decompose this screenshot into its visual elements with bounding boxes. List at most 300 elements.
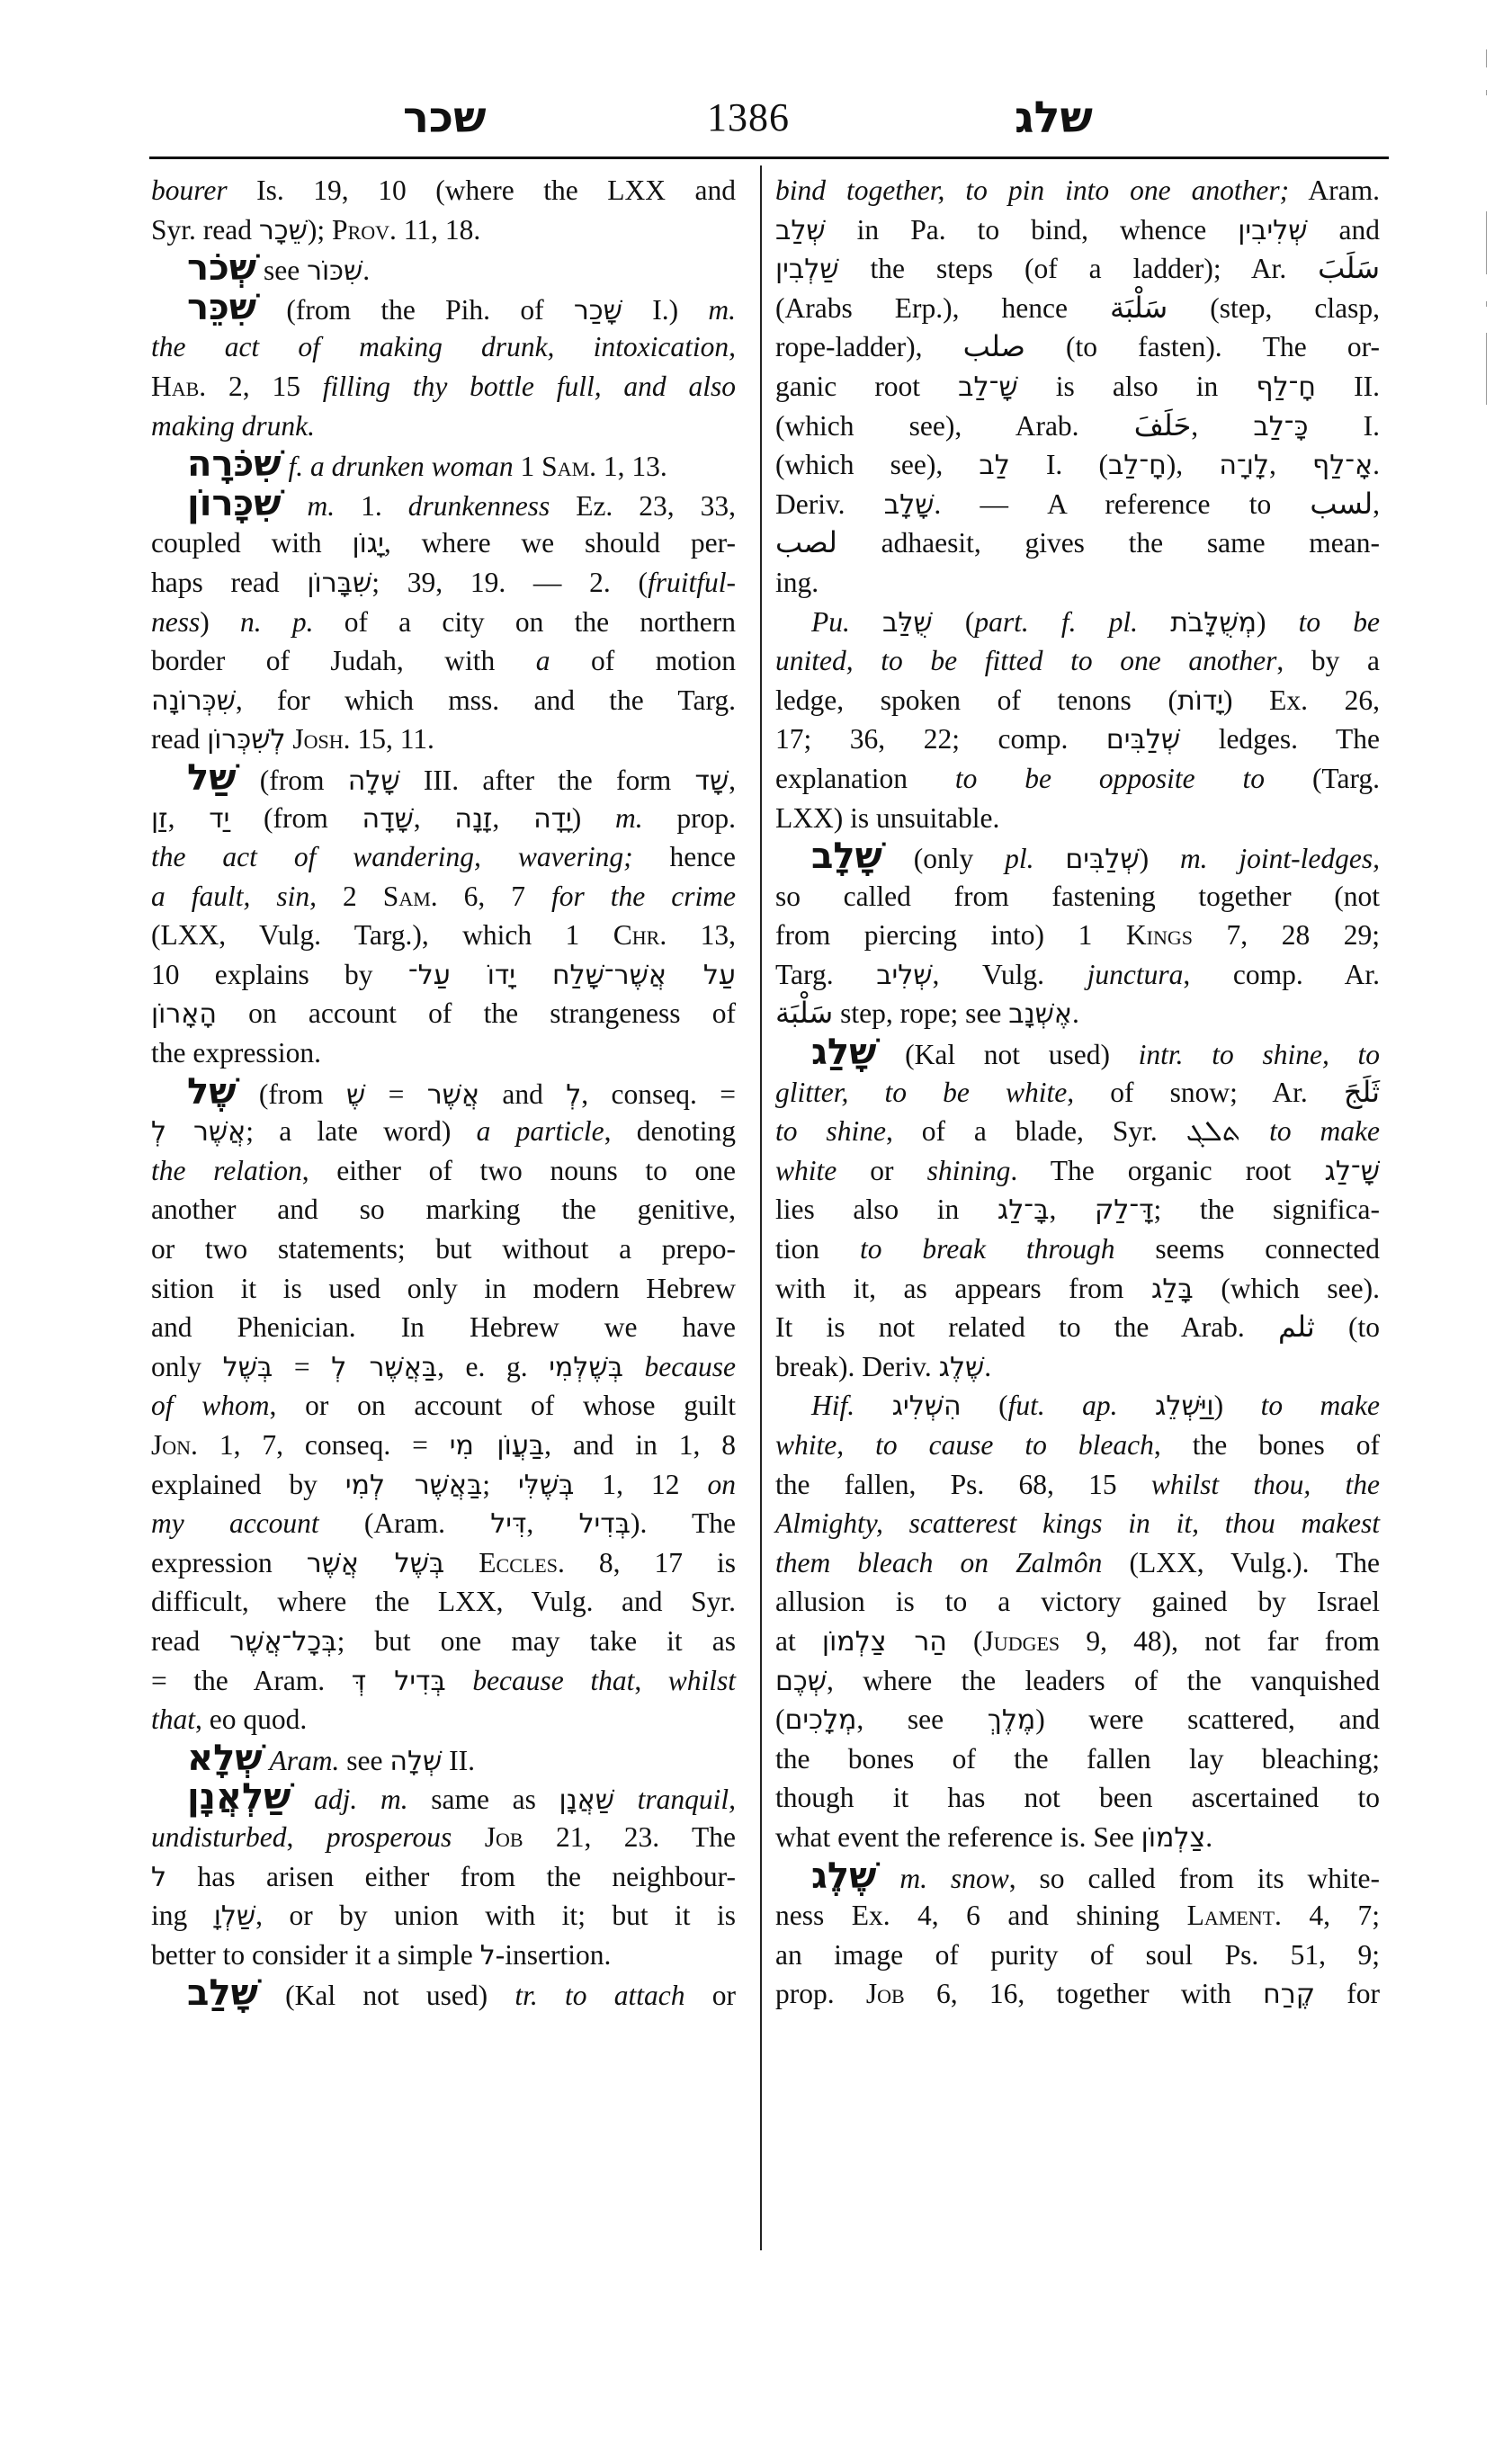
text-run [876, 1863, 899, 1894]
text-run: or [837, 1154, 927, 1186]
text-line [775, 289, 1380, 328]
text-run [1138, 606, 1170, 638]
text-line [775, 485, 1380, 524]
italic-run: the act of wandering, wavering; [151, 841, 633, 873]
hebrew-word: הִשְׁלִיג [891, 1390, 962, 1423]
italic-run: my account [151, 1507, 319, 1540]
text-run: II. [1316, 370, 1380, 402]
text-run: of motion [550, 645, 736, 677]
small-caps-run: Job [484, 1820, 523, 1853]
scan-margin-marks [1486, 49, 1488, 454]
text-run: (Arabs Erp.), hence [775, 291, 1110, 324]
italic-run: to make [1260, 1390, 1381, 1422]
italic-run: united, to be fitted to one another [775, 645, 1277, 677]
text-line [151, 1818, 736, 1857]
text-run [1240, 1115, 1269, 1147]
text-line [151, 210, 736, 250]
text-line [151, 720, 736, 759]
text-run [854, 1390, 891, 1421]
text-run: though it has not been ascertained to [775, 1782, 1380, 1814]
italic-run: intr. to shine, to [1138, 1039, 1381, 1071]
text-run: ) Ex. 26, [1222, 684, 1380, 716]
text-run [282, 490, 308, 522]
headword: שַׁלְאֲנָן [187, 1776, 291, 1819]
text-run: , and in 1, 8 [544, 1429, 736, 1461]
text-run: of a city on the northern [313, 605, 737, 638]
text-run: haps read [151, 566, 308, 598]
text-run: , comp. Ar. [1183, 958, 1380, 990]
italic-run: whilst [667, 1664, 737, 1696]
headword: שְׁכֹר [187, 247, 257, 290]
page-number: 1386 [707, 95, 790, 139]
text-run: the bones of the fallen lay bleaching; [775, 1742, 1380, 1775]
small-caps-run: Chr. [613, 919, 667, 952]
headword: שֶׁלֶג [811, 1855, 877, 1897]
hebrew-word: שָׁד [694, 765, 729, 797]
text-run: 8, 17 is [564, 1546, 736, 1578]
text-run: 21, 23. The [523, 1820, 736, 1853]
text-line [775, 1073, 1380, 1113]
header-guide-word-left: שכר [403, 93, 487, 143]
text-line [775, 1112, 1380, 1151]
text-line [775, 210, 1380, 250]
hebrew-word: שַׁלְוָ [213, 1900, 256, 1933]
text-run: , [729, 764, 736, 796]
text-run: has arisen either from the neighbour- [166, 1860, 736, 1892]
hebrew-word: שַׁאֲנָן [559, 1784, 614, 1817]
text-line [775, 1700, 1380, 1739]
italic-run: on [707, 1468, 736, 1500]
italic-run: glitter, to be white, [775, 1076, 1075, 1108]
text-line [775, 563, 1380, 603]
text-run: , [1268, 449, 1312, 481]
italic-run: that [151, 1703, 196, 1736]
text-line [151, 1465, 736, 1505]
text-run: ) [200, 605, 240, 638]
text-line [775, 1151, 1380, 1191]
text-run: , [413, 801, 455, 834]
text-run: (which see). [1193, 1272, 1381, 1304]
hebrew-word: שֶׁ [345, 1078, 366, 1111]
headword: שָׁלַב [187, 1972, 258, 2015]
text-line [151, 877, 736, 917]
text-run: 6, 16, together with [904, 1978, 1264, 2010]
text-run: ; but one may take it as [336, 1624, 736, 1657]
text-line [151, 1936, 736, 1975]
headword: שִׁכָּרוֹן [187, 482, 282, 524]
hebrew-word: עַל אֲשֶׁר־שָׁלַח יָדוֹ עַל־ [407, 959, 736, 991]
hebrew-word: הַר צַלְמוֹן [821, 1625, 947, 1658]
entry-first-line [775, 1033, 1380, 1073]
text-run: (to [1314, 1311, 1380, 1344]
text-run: border of Judah, with [151, 645, 536, 677]
italic-run: to be [1298, 605, 1380, 638]
text-run: 1, 13. [596, 451, 667, 483]
text-run: (step, clasp, [1168, 291, 1380, 324]
right-column [775, 171, 1380, 2014]
hebrew-word: זַן [151, 802, 168, 835]
text-run: expression [151, 1546, 307, 1578]
text-run: Deriv. [775, 487, 884, 520]
text-run: , Vulg. [932, 958, 1087, 990]
hebrew-word: בְּדִיל [578, 1508, 631, 1541]
text-run: ). The [630, 1507, 736, 1540]
text-run: and [479, 1077, 567, 1110]
text-line [151, 1700, 736, 1739]
entry-first-line [775, 1857, 1380, 1897]
small-caps-run: Josh. [292, 723, 351, 756]
text-run: 1, 12 [574, 1468, 708, 1500]
text-run: (Kal not used) [876, 1039, 1139, 1071]
text-run: only [151, 1350, 223, 1382]
text-line [151, 603, 736, 642]
text-line [775, 249, 1380, 289]
text-line [775, 1308, 1380, 1347]
italic-run: f. a drunken woman [288, 451, 514, 483]
hebrew-word: בְּשֶׁלִּי [518, 1469, 575, 1501]
italic-run: n. p. [239, 605, 314, 638]
text-run: ); [307, 213, 333, 246]
hebrew-word: יָדוֹת [1176, 684, 1223, 717]
text-line [151, 1896, 736, 1936]
text-line [151, 523, 736, 563]
text-line [151, 1622, 736, 1661]
text-run [446, 1665, 473, 1696]
arabic-word: لسب [1310, 486, 1373, 521]
italic-run: for the crime [551, 880, 737, 912]
text-run: = the Aram. [151, 1664, 352, 1696]
text-run: Is. 19, 10 (where the LXX and [227, 174, 736, 206]
text-run: , [492, 801, 534, 834]
text-run [1034, 843, 1066, 874]
text-run: or [684, 1980, 736, 2012]
text-run: see [339, 1744, 390, 1776]
text-line [775, 523, 1380, 563]
page-header [149, 86, 1391, 149]
hebrew-word: בַּאֲשֶׁר לְמִי [344, 1469, 483, 1501]
text-run: ) [1256, 605, 1299, 638]
hebrew-word: יָדָה [533, 802, 572, 835]
italic-run: part. f. pl. [974, 605, 1139, 638]
arabic-word: لصب [775, 525, 837, 560]
text-line [775, 1190, 1380, 1229]
arabic-word: ثلم [1277, 1310, 1315, 1345]
hebrew-word: ל [151, 1861, 167, 1893]
hebrew-word: הָאָרוֹן [151, 998, 217, 1031]
italic-run: filling thy bottle full, and also [322, 370, 737, 402]
italic-run: tr. to attach [514, 1980, 685, 2012]
hebrew-word: בְּשֶׁל אֲשֶׁר [306, 1547, 445, 1579]
text-run: , for which mss. and the Targ. [235, 684, 736, 716]
text-run: I. ( [1009, 449, 1108, 481]
small-caps-run: Sam. [541, 451, 597, 483]
hebrew-word: שְׁלַבִּים [1065, 844, 1140, 876]
text-run: . The organic root [1010, 1154, 1325, 1186]
text-run: , e. g. [437, 1350, 550, 1382]
text-line [775, 1974, 1380, 2014]
italic-run: prosperous [326, 1820, 452, 1853]
hebrew-word: שִׁכְּרוֹנָה [151, 684, 236, 717]
hebrew-word: חָ־לַב [1107, 450, 1167, 482]
small-caps-run: Job [865, 1978, 905, 2010]
italic-run: m. joint-ledges, [1179, 843, 1380, 875]
text-line [775, 1229, 1380, 1269]
text-run: 1, 7, conseq. = [197, 1429, 450, 1461]
text-line [151, 1229, 736, 1269]
text-line [151, 563, 736, 603]
text-run: the expression. [151, 1037, 321, 1069]
italic-run: ness [151, 605, 201, 638]
hebrew-word: וַיַּשְׁלֵג [1155, 1390, 1214, 1423]
text-run: 9, 48), not far from [1060, 1624, 1380, 1657]
text-run: or two statements; but without a prepo- [151, 1233, 736, 1265]
text-run: ) [571, 801, 615, 834]
italic-run: because that [472, 1664, 635, 1696]
hebrew-word: לְ [566, 1078, 582, 1111]
text-line [151, 1426, 736, 1465]
text-run: , [526, 1507, 579, 1540]
text-run: 13, [667, 919, 737, 952]
text-run: , eo quod. [195, 1703, 308, 1736]
entry-first-line [775, 603, 1380, 642]
text-run: (LXX, Vulg.). The [1102, 1546, 1380, 1578]
italic-run: tranquil, [637, 1784, 737, 1816]
text-run: ) were scattered, and [1035, 1703, 1380, 1736]
text-line [151, 994, 736, 1033]
text-run: Syr. read [151, 213, 259, 246]
small-caps-run: Jon. [151, 1429, 198, 1461]
text-run: (Aram. [318, 1507, 491, 1540]
text-run: what event the reference is. See [775, 1820, 1141, 1853]
text-line [151, 407, 736, 446]
text-line [775, 1426, 1380, 1465]
text-line [775, 799, 1380, 838]
text-run: , of a blade, Syr. [885, 1115, 1186, 1148]
hebrew-word: לַב [979, 450, 1010, 482]
text-line [151, 1582, 736, 1622]
text-line [775, 1818, 1380, 1857]
italic-run: bind together, to pin into one another; [775, 174, 1290, 206]
text-run: (LXX, Vulg. Targ.), which 1 [151, 919, 613, 952]
text-run: of snow; Ar. [1074, 1076, 1344, 1108]
text-line [775, 171, 1380, 210]
entry-first-line [151, 1739, 736, 1779]
text-run: ing. [775, 566, 819, 598]
text-run: with it, as appears from [775, 1272, 1151, 1304]
italic-run: because [644, 1350, 736, 1382]
text-run: hence [632, 841, 736, 873]
text-run: -insertion. [495, 1938, 612, 1971]
small-caps-run: Judges [982, 1624, 1060, 1657]
text-run: adhaesit, gives the same mean- [837, 527, 1380, 559]
text-line [775, 994, 1380, 1033]
text-line [775, 1504, 1380, 1543]
text-run: 11, 18. [396, 213, 481, 246]
text-run: tion [775, 1233, 860, 1265]
text-run: so called from fastening together (not [775, 880, 1380, 912]
text-line [775, 759, 1380, 799]
text-run: Targ. [775, 958, 877, 990]
text-line [775, 720, 1380, 759]
text-run: , either of two nouns to one [301, 1154, 737, 1186]
text-line [151, 327, 736, 367]
arabic-word: صلب [962, 329, 1025, 364]
text-line [151, 1661, 736, 1701]
text-run: , so called from its white- [1008, 1862, 1380, 1894]
text-run: same as [407, 1784, 559, 1816]
hebrew-word: בְּדִיל דְּ [351, 1665, 446, 1697]
text-run: = [273, 1350, 332, 1382]
text-run: . [1071, 997, 1079, 1030]
hebrew-word: שֶׁלֶג [938, 1351, 985, 1383]
text-run: , [1191, 409, 1254, 442]
hebrew-word: בָּלַג [1151, 1273, 1194, 1305]
text-run: , [167, 801, 210, 834]
text-run: ( [946, 1624, 983, 1657]
text-run: = [365, 1077, 427, 1110]
headword: שָׁלַג [811, 1032, 877, 1074]
text-line [151, 1151, 736, 1191]
headword: שְׁלָא [187, 1737, 263, 1779]
text-run: 4, 7; [1281, 1900, 1380, 1932]
text-run: , by a [1276, 645, 1381, 677]
text-run: 1. [335, 489, 408, 522]
text-run: ; a late word) [246, 1115, 477, 1148]
text-line [775, 641, 1380, 681]
arabic-word: سَلْبَة [775, 996, 834, 1031]
text-line [775, 1936, 1380, 1975]
text-run: step, rope; see [833, 997, 1009, 1030]
entry-first-line [151, 445, 736, 485]
text-run: allusion is to a victory gained by Israel [775, 1586, 1380, 1618]
text-run: III. after the form [399, 764, 695, 796]
text-run: better to consider it a simple [151, 1938, 480, 1971]
text-line [775, 1269, 1380, 1309]
text-line [151, 1504, 736, 1543]
small-caps-run: Hab. [151, 370, 207, 402]
hebrew-word: בַּאֲשֶׁר לְ [331, 1351, 438, 1383]
text-line [151, 1033, 736, 1073]
text-line [151, 955, 736, 995]
text-line [775, 1896, 1380, 1936]
text-run: explanation [775, 762, 955, 794]
text-line [151, 1269, 736, 1309]
italic-run: white [775, 1154, 837, 1186]
hebrew-word: דִּיל [490, 1508, 527, 1541]
italic-run: whilst thou, the [1150, 1468, 1380, 1500]
hebrew-word: שִׁכּוֹר [307, 255, 363, 288]
text-run: in Pa. to bind, whence [825, 213, 1239, 246]
entry-first-line [151, 756, 736, 799]
text-run: explained by [151, 1468, 345, 1500]
text-run: ) [1213, 1390, 1261, 1422]
hebrew-word: קֶרַח [1263, 1979, 1315, 2011]
text-run: (Targ. [1265, 762, 1381, 794]
hebrew-word: שֻׁלַּב [882, 606, 933, 639]
text-line [775, 327, 1380, 367]
entry-first-line [775, 837, 1380, 877]
text-line [151, 367, 736, 407]
italic-run: the relation [151, 1154, 302, 1186]
entry-first-line [151, 1070, 736, 1113]
text-line [151, 1857, 736, 1897]
italic-run: bourer [151, 174, 228, 206]
text-run: Ez. 23, 33, [550, 489, 737, 522]
hebrew-word: שְׁלַבִּים [1105, 724, 1181, 756]
text-run: rope-ladder), [775, 331, 963, 363]
text-run: , [1373, 487, 1380, 520]
text-run: ( [775, 1703, 785, 1736]
text-line [151, 171, 736, 210]
hebrew-word: כָּ־לַב [1253, 410, 1309, 443]
hebrew-word: שֵׁכָר [258, 214, 308, 246]
text-run: 15, 11. [350, 723, 434, 756]
text-run: coupled with [151, 527, 353, 559]
text-run: 2, 15 [206, 370, 323, 402]
text-run: the fallen, Ps. 68, 15 [775, 1468, 1151, 1500]
italic-run: to break through [859, 1233, 1115, 1265]
column-divider [760, 165, 762, 2250]
hebrew-word: בְּכָל־אֲשֶׁר [229, 1625, 337, 1658]
italic-run: Aram. [269, 1744, 340, 1776]
text-line [775, 916, 1380, 955]
hebrew-word: שָׁדָה [362, 802, 414, 835]
italic-run: white, to cause to bleach [775, 1429, 1154, 1461]
text-line [775, 445, 1380, 485]
headword: שִׁכֹּרָה [187, 443, 282, 486]
text-run: ( [961, 1390, 1008, 1422]
arabic-word: سَلْبَة [1110, 290, 1168, 325]
text-run: . [1205, 1820, 1213, 1853]
text-line [151, 916, 736, 955]
text-run: an image of purity of soul Ps. 51, 9; [775, 1938, 1380, 1971]
italic-run: to shine [775, 1115, 886, 1148]
text-run: on account of the strangeness of [216, 997, 736, 1030]
text-run: (which see), [775, 449, 980, 481]
text-run [291, 1784, 315, 1815]
text-run: , denoting [604, 1115, 736, 1148]
text-run: and [1307, 213, 1381, 246]
text-run: ness Ex. 4, 6 and shining [775, 1900, 1187, 1932]
arabic-word: حَلَفَ [1133, 407, 1192, 443]
hebrew-word: בְּשֶׁל [222, 1351, 273, 1383]
text-run: is also in [1017, 370, 1257, 402]
text-run [452, 1821, 484, 1853]
text-run: II. [442, 1744, 476, 1776]
entry-first-line [775, 1386, 1380, 1426]
italic-run: to make [1269, 1115, 1381, 1148]
small-caps-run: Sam. [382, 880, 438, 912]
text-run: 10 explains by [151, 958, 408, 990]
text-run: ledges. The [1180, 723, 1380, 756]
italic-run: m. [615, 801, 643, 834]
text-run: ledge, spoken of tenons ( [775, 684, 1177, 716]
italic-run: undisturbed [151, 1820, 287, 1853]
small-caps-run: Eccles. [479, 1546, 565, 1578]
hebrew-word: שַׁלְבִין [775, 254, 839, 286]
italic-run: the act of making drunk, intoxication, [151, 331, 736, 363]
text-line [775, 1778, 1380, 1818]
text-run: prop. [775, 1978, 866, 2010]
hebrew-word: חָ־לַף [1256, 371, 1317, 403]
italic-run: making drunk. [151, 409, 315, 442]
hebrew-word: דָּ־לַק [1095, 1194, 1154, 1227]
text-run: (which see), Arab. [775, 409, 1134, 442]
hebrew-word: לָו־ָה [1219, 450, 1269, 482]
hebrew-word: שִׁבָּרוֹן [307, 567, 372, 599]
text-run: seems connected [1114, 1233, 1380, 1265]
italic-run: junctura [1087, 958, 1184, 990]
